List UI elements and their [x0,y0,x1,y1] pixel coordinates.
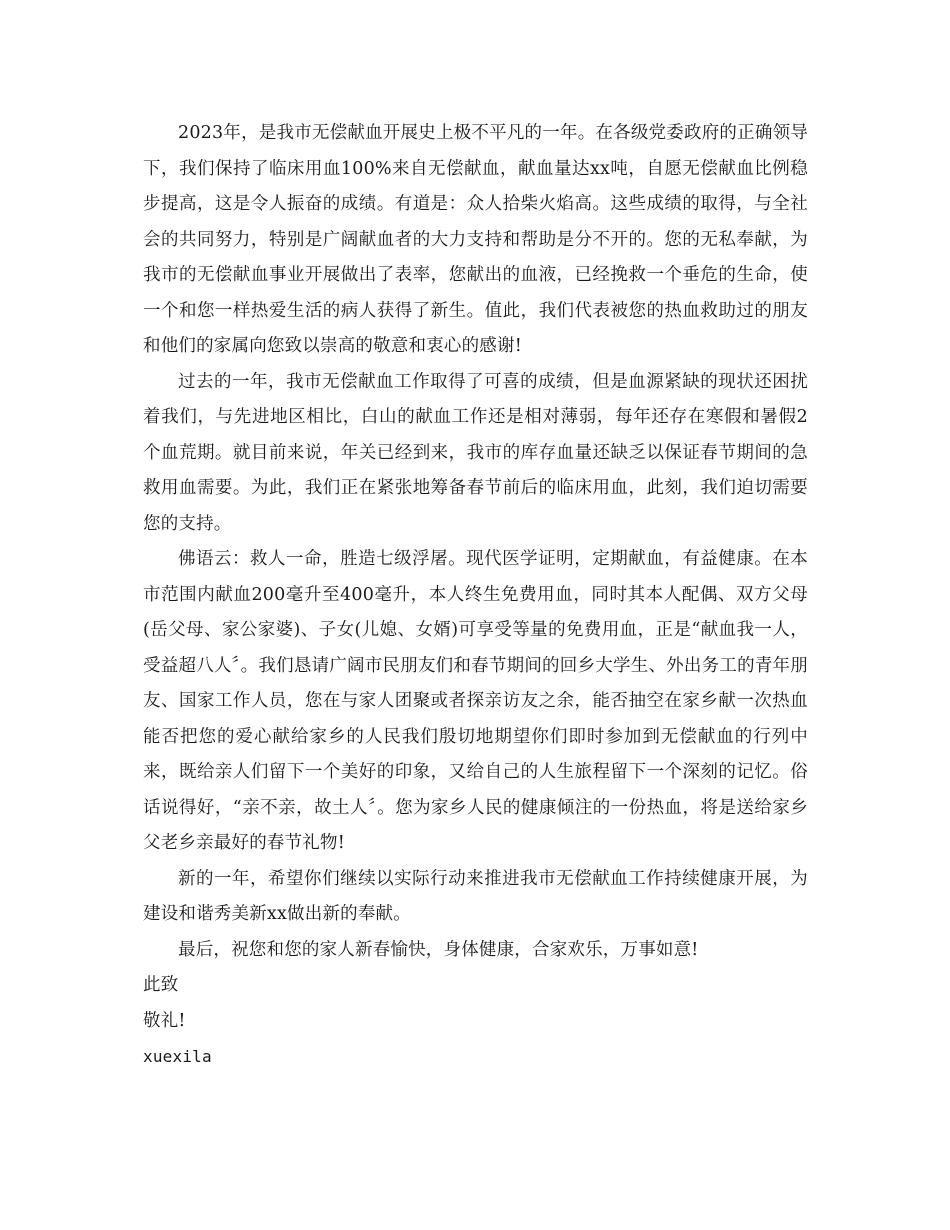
signature: xuexila [143,1047,212,1066]
closing-salutation-1: 此致 [143,975,179,995]
paragraph-wishes: 最后，祝您和您的家人新春愉快，身体健康，合家欢乐，万事如意! [178,939,699,960]
letter-body [143,116,808,1075]
closing-salutation-2: 敬礼! [143,1010,186,1031]
paragraph-appeal: 佛语云：救人一命，胜造七级浮屠。现代医学证明，定期献血，有益健康。在本市范围内献血200毫升至400毫升，本人终生免费用血，同时其本人配偶、双方父母(岳父母、家公家婆)、子女(儿媳、女婿)可享受等量的免费用血，正是“献血我一人，受益超八人〞。我们恳请广阔市民朋友们和春节期间的回乡大学生、外出务工的青年朋友、国家工作人员，您在与家人团聚或者探亲访友之余，能否抽空在家乡献一次热血能否把您的爱心献给家乡的人民我们殷切地期望你们即时参加到无偿献血的行列中来，既给亲人们留下一个美好的印象，又给自己的人生旅程留下一个深刻的记忆。俗话说得好，“亲不亲，故土人〞。您为家乡人民的健康倾注的一份热血，将是送给家乡父老乡亲最好的春节礼物! [143,549,808,853]
paragraph-shortage: 过去的一年，我市无偿献血工作取得了可喜的成绩，但是血源紧缺的现状还困扰着我们，与先进地区相比，白山的献血工作还是相对薄弱，每年还存在寒假和暑假2个血荒期。就目前来说，年关已经到来，我市的库存血量还缺乏以保证春节期间的急救用血需要。为此，我们正在紧张地筹备春节前后的临床用血，此刻，我们迫切需要您的支持。 [143,371,808,534]
paragraph-new-year-hope: 新的一年，希望你们继续以实际行动来推进我市无偿献血工作持续健康开展，为建设和谐秀美新xx做出新的奉献。 [143,868,808,924]
paragraph-achievements: 2023年，是我市无偿献血开展史上极不平凡的一年。在各级党委政府的正确领导下，我们保持了临床用血100%来自无偿献血，献血量达xx吨，自愿无偿献血比例稳步提高，这是令人振奋的成绩。有道是：众人拾柴火焰高。这些成绩的取得，与全社会的共同努力，特别是广阔献血者的大力支持和帮助是分不开的。您的无私奉献，为我市的无偿献血事业开展做出了表率，您献出的血液，已经挽救一个垂危的生命，使一个和您一样热爱生活的病人获得了新生。值此，我们代表被您的热血救助过的朋友和他们的家属向您致以崇高的敬意和衷心的感谢! [143,123,808,356]
